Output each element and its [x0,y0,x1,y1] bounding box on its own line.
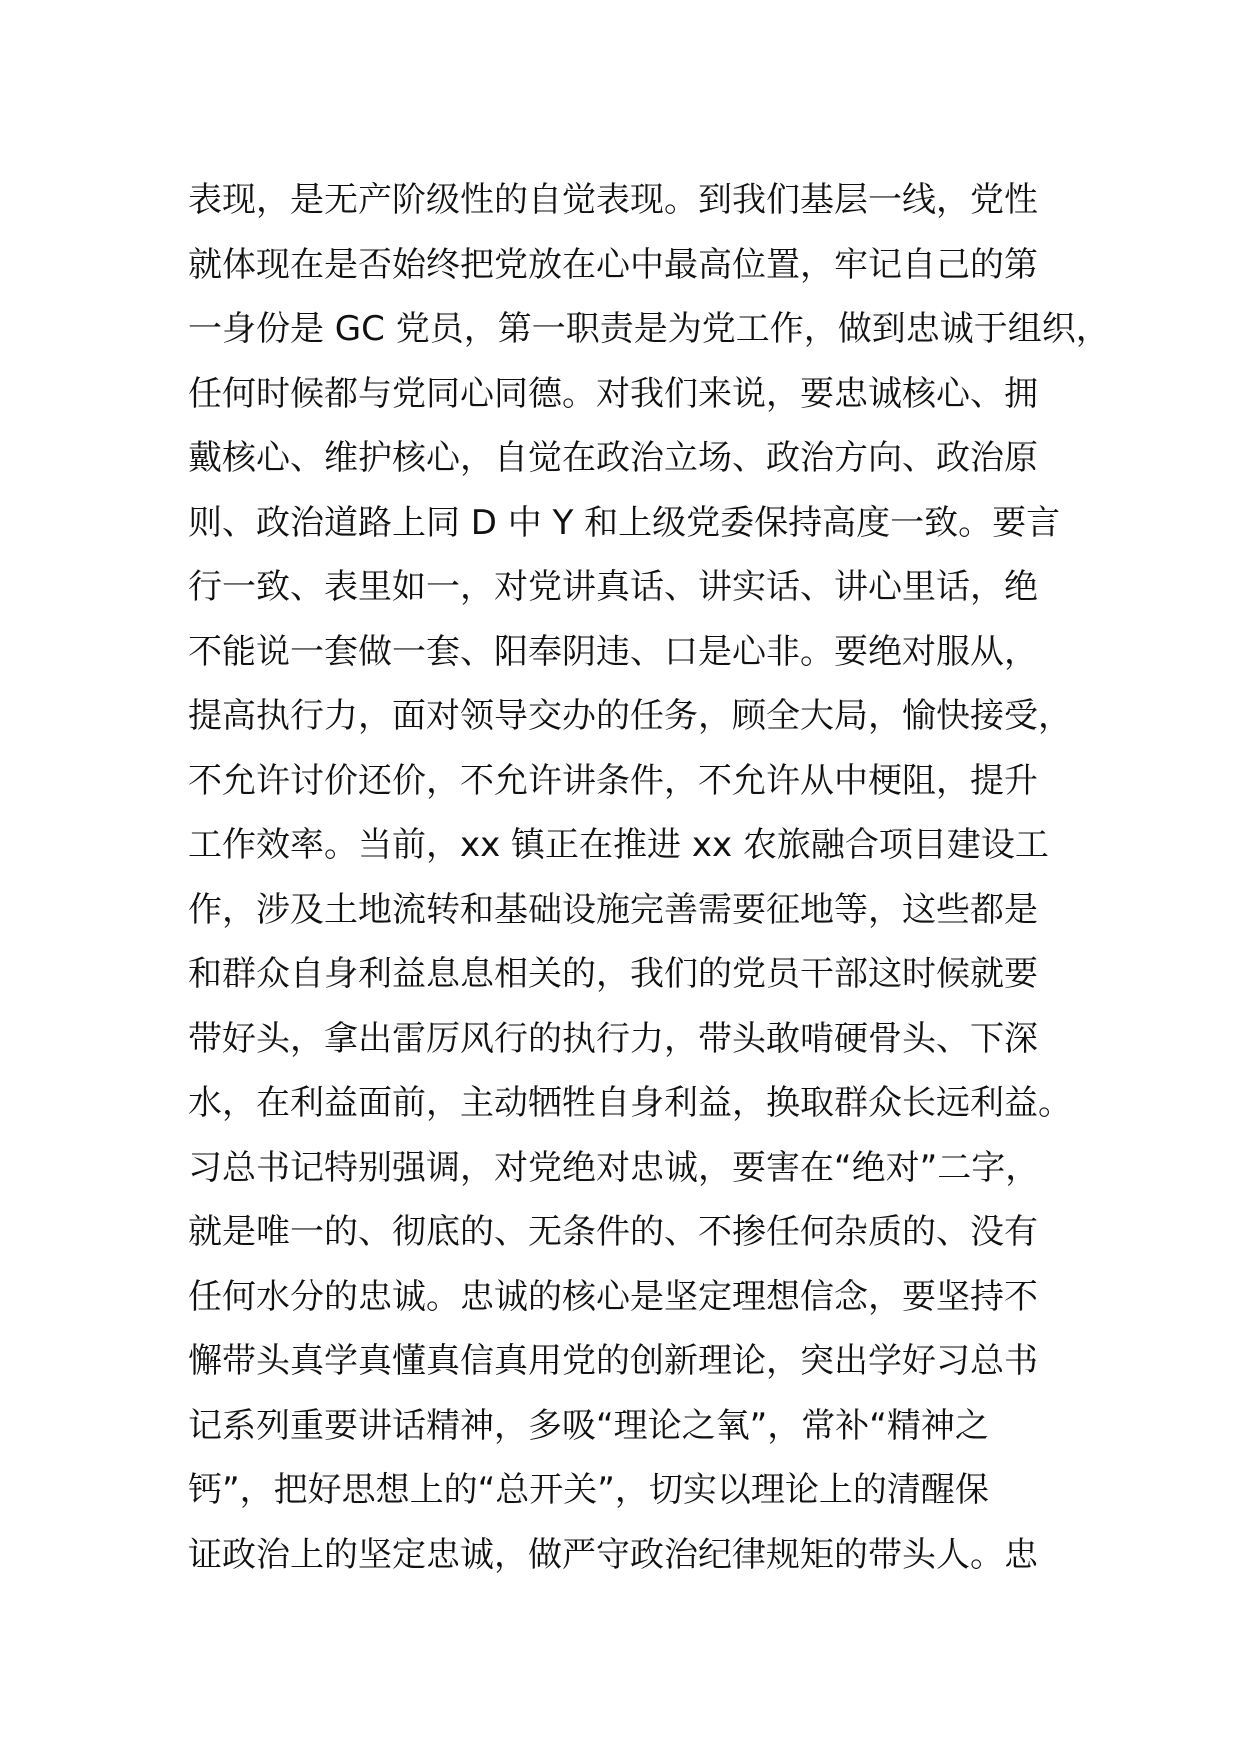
text-line: 和群众自身利益息息相关的，我们的党员干部这时候就要 [188,954,1038,994]
text-line: 工作效率。当前，xx 镇正在推进 xx 农旅融合项目建设工 [188,825,1049,865]
text-line: 证政治上的坚定忠诚，做严守政治纪律规矩的带头人。忠 [188,1534,1038,1575]
text-line: 则、政治道路上同 D 中 Y 和上级党委保持高度一致。要言 [188,502,1061,543]
text-line: 钙”，把好思想上的“总开关”，切实以理论上的清醒保 [188,1470,989,1510]
text-line: 就体现在是否始终把党放在心中最高位置，牢记自己的第 [188,244,1038,285]
text-line: 习总书记特别强调，对党绝对忠诚，要害在“绝对”二字， [188,1147,1040,1188]
text-line: 表现，是无产阶级性的自觉表现。到我们基层一线，党性 [188,180,1038,220]
text-line: 任何水分的忠诚。忠诚的核心是坚定理想信念，要坚持不 [188,1276,1038,1317]
text-line: 就是唯一的、彻底的、无条件的、不掺任何杂质的、没有 [188,1212,1038,1252]
text-line: 提高执行力，面对领导交办的任务，顾全大局，愉快接受， [188,696,1072,736]
body-paragraph [188,168,1128,1587]
text-line: 作，涉及土地流转和基础设施完善需要征地等，这些都是 [188,889,1038,930]
text-line: 行一致、表里如一，对党讲真话、讲实话、讲心里话，绝 [188,567,1038,607]
text-line: 任何时候都与党同心同德。对我们来说，要忠诚核心、拥 [188,373,1038,414]
text-line: 不能说一套做一套、阳奉阴违、口是心非。要绝对服从， [188,631,1038,672]
text-line: 不允许讨价还价，不允许讲条件，不允许从中梗阻，提升 [188,760,1038,801]
text-line: 一身份是 GC 党员，第一职责是为党工作，做到忠诚于组织， [188,309,1110,349]
text-line: 带好头，拿出雷厉风行的执行力，带头敢啃硬骨头、下深 [188,1018,1038,1059]
text-line: 戴核心、维护核心，自觉在政治立场、政治方向、政治原 [188,438,1038,478]
text-line: 记系列重要讲话精神，多吸“理论之氧”，常补“精神之 [188,1405,989,1446]
text-line: 水，在利益面前，主动牺牲自身利益，换取群众长远利益。 [188,1083,1072,1123]
text-line: 懈带头真学真懂真信真用党的创新理论，突出学好习总书 [188,1341,1038,1381]
